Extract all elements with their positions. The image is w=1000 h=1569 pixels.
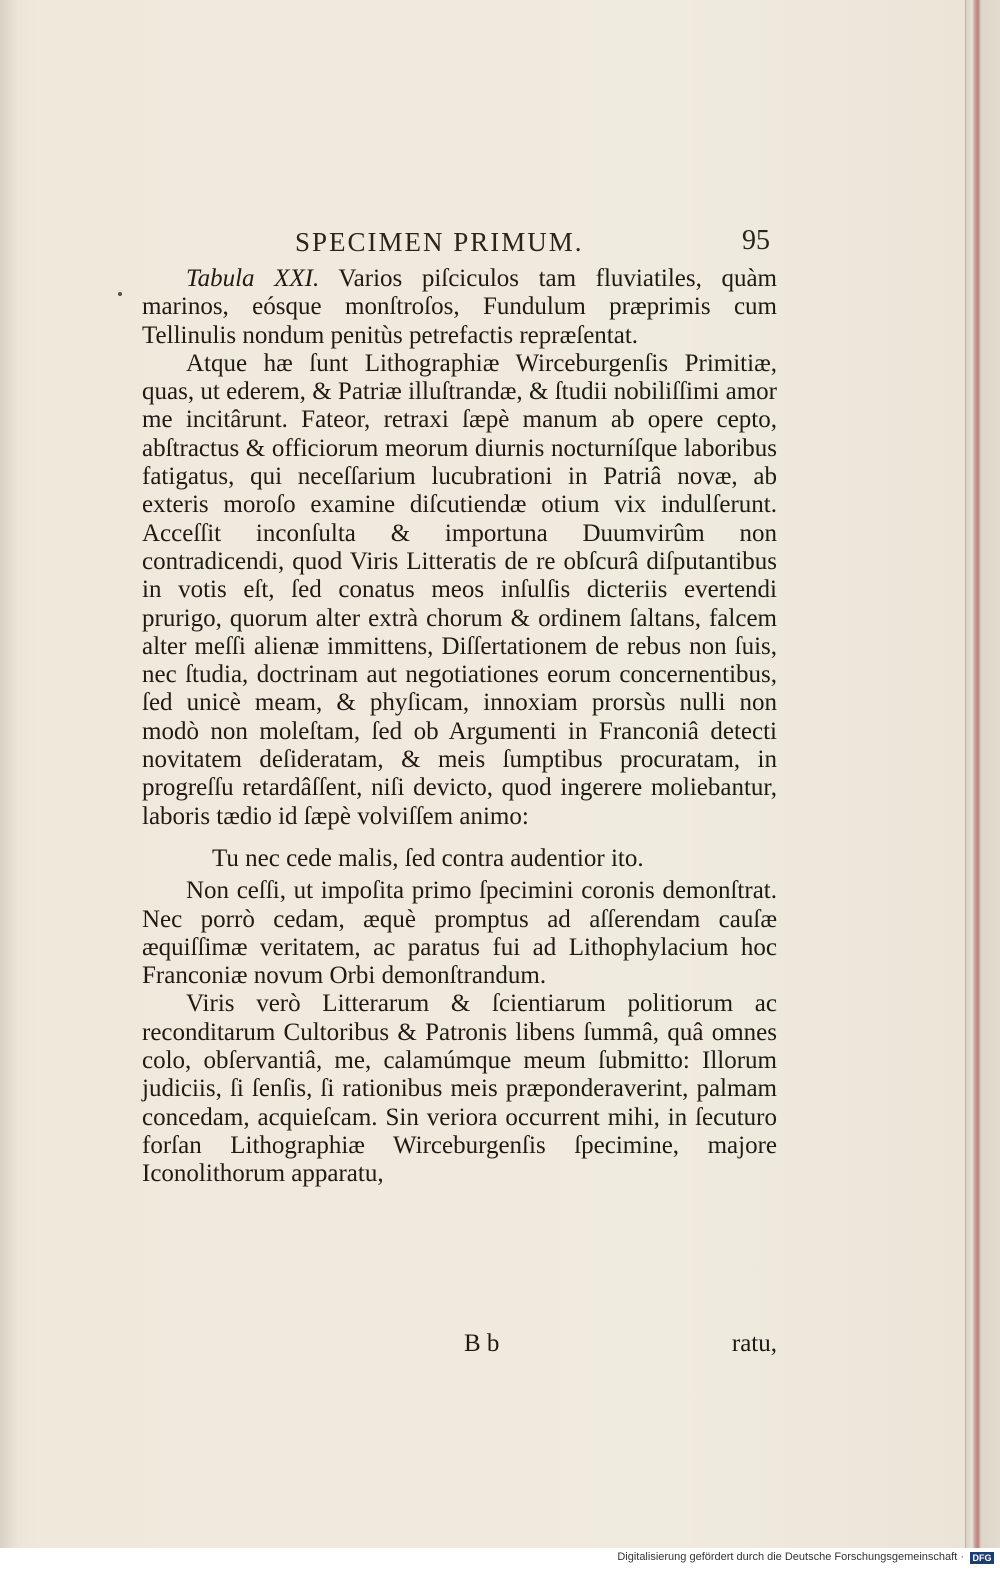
running-header [145,225,770,261]
signature-mark: B b [464,1330,500,1357]
credit-text: Digitalisierung gefördert durch die Deutsche Forschungsgemeinschaft · [617,1551,964,1563]
paragraph-2: Atque hæ ſunt Lithographiæ Wirceburgenſis Primitiæ, quas, ut ederem, & Patriæ illuſtrandæ, & ſtudii nobiliſſimi amor me incitârunt. Fateor, retraxi ſæpè manum ab opere cepto, abſtractus & officiorum meorum diurnis nocturníſque laboribus fatigatus, qui neceſſarium lucubrationi in Patriâ novæ, ab exteris moroſo examine diſcutiendæ otium vix indulſerunt. Acceſſit inconſulta & importuna Duumvirûm non contradicendi, quod Viris Litteratis de re obſcurâ diſputantibus in votis eſt, ſed conatus meos inſulſis dicteriis evertendi prurigo, quorum alter extrà chorum & ordinem ſaltans, falcem alter meſſi alienæ immittens, Diſſertationem de rebus non ſuis, nec ſtudia, doctrinam aut negotiationes eorum concernentibus, ſed unicè meam, & phyſicam, innoxiam prorsùs nulli non modò non moleſtam, ſed ob Argumenti in Franconiâ detecti novitatem deſideratam, & meis ſumptibus procuratam, in progreſſu retardâſſent, niſi devicto, quod ingerere moliebantur, laboris tædio id ſæpè volviſſem animo: [142,349,777,830]
page-number: 95 [742,225,770,256]
book-edge [966,0,1000,1548]
dfg-logo-icon: DFG [970,1552,994,1564]
paragraph-tabula-xxi [142,265,777,350]
verse-quotation: Tu nec cede malis, ſed contra audentior ito. [212,844,644,872]
text-block [142,265,777,1189]
paragraph-1-text: Varios piſciculos tam fluviatiles, quàm marinos, eósque monſtroſos, Fundulum præprimis cum Tellinulis nondum penitùs petrefactis repræſentat. [142,265,778,349]
running-title: SPECIMEN PRIMUM. [295,227,584,257]
digitization-credit-bar [0,1548,1000,1569]
tabula-label: Tabula XXI. [186,265,320,292]
page-footer [142,1330,777,1360]
paragraph-3: Non ceſſi, ut impoſita primo ſpecimini coronis demonſtrat. Nec porrò cedam, æquè promptus ad aſſerendam cauſæ æquiſſimæ veritatem, ac paratus fui ad Lithophylacium hoc Franconiæ novum Orbi demonſtrandum. [142,877,777,990]
ink-speck [118,292,122,296]
paragraph-4: Viris verò Litterarum & ſcientiarum politiorum ac reconditarum Cultoribus & Patronis libens ſummâ, quâ omnes colo, obſervantiâ, me, calamúmque meum ſubmitto: Illorum judiciis, ſi ſenſis, ſi rationibus meis præponderaverint, palmam concedam, acquieſcam. Sin veriora occurrent mihi, in ſecuturo forſan Lithographiæ Wirceburgenſis ſpecimine, majore Iconolithorum apparatu, [142,990,777,1188]
catchword: ratu, [731,1330,777,1357]
